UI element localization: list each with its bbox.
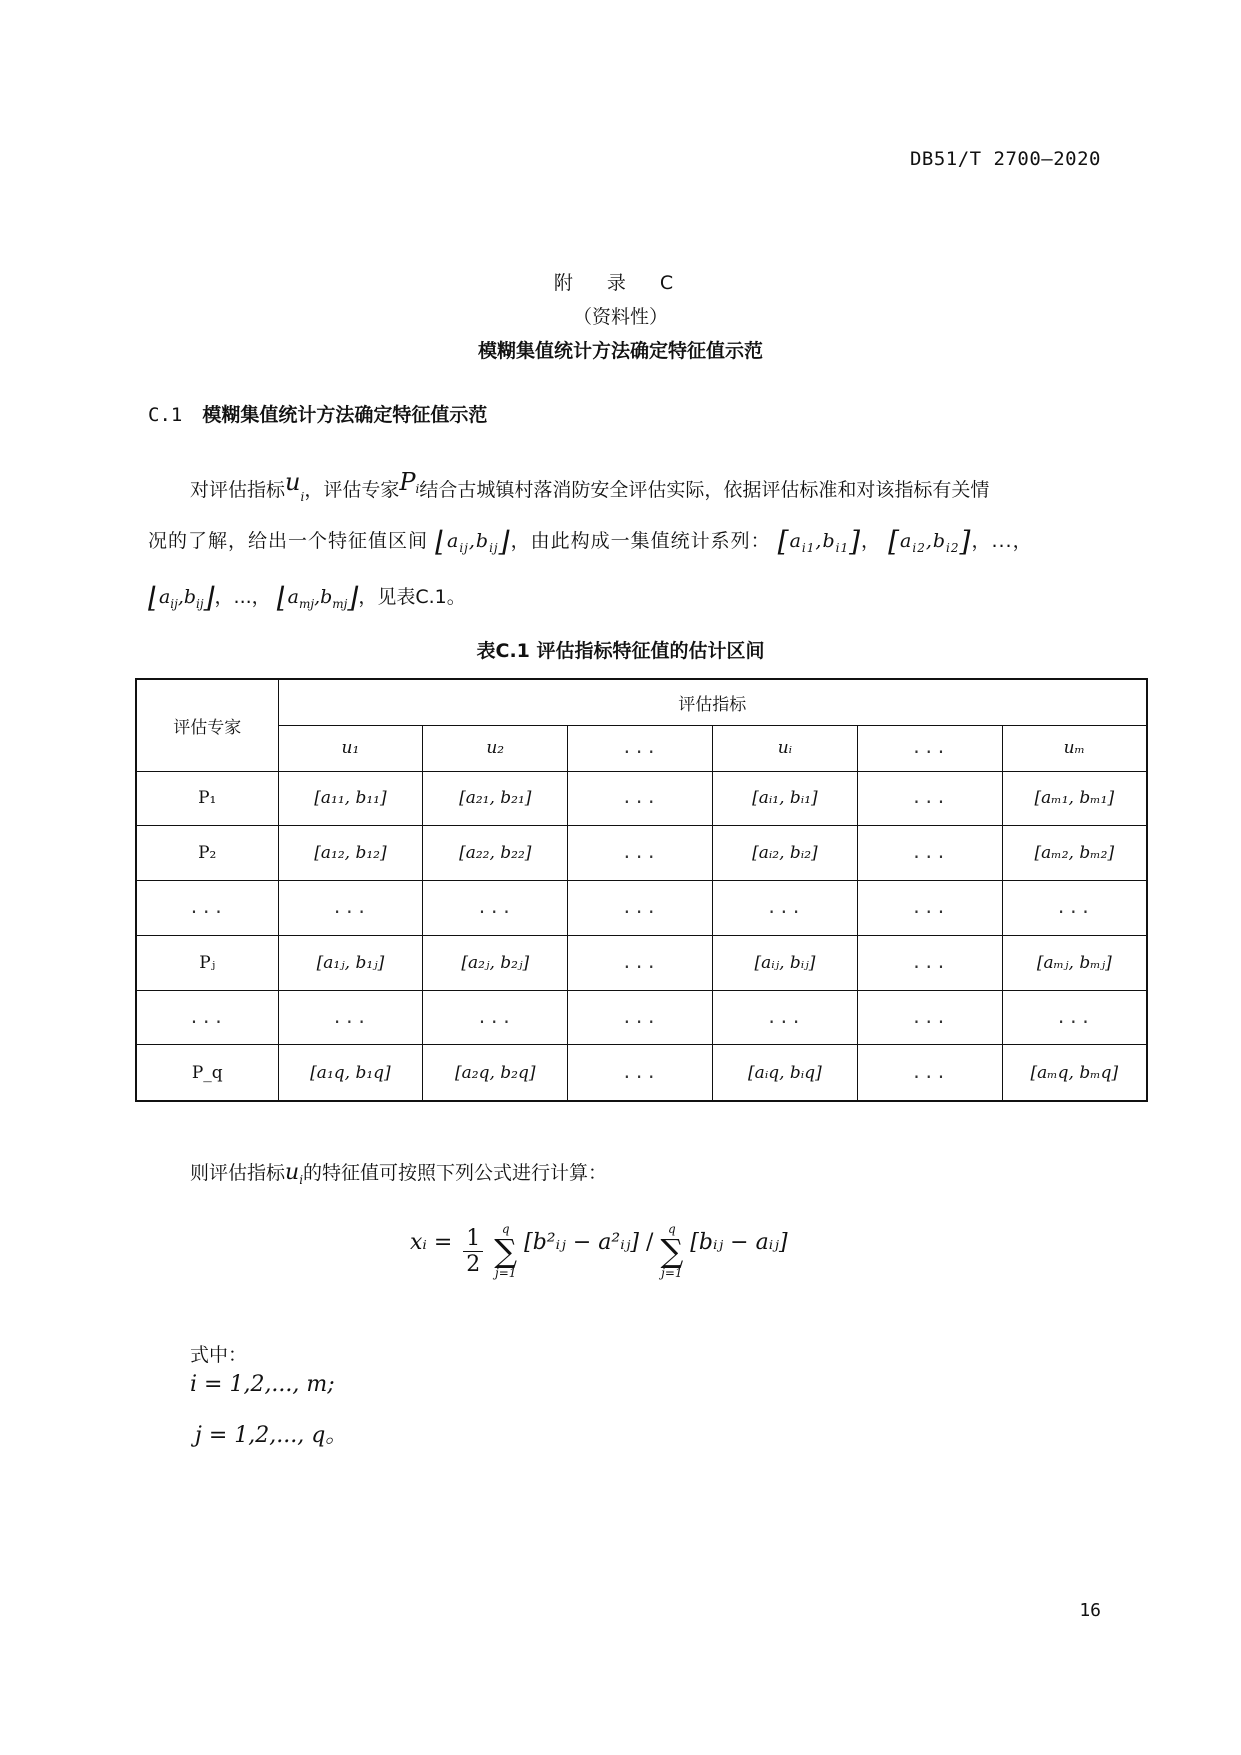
table-cell: ...: [568, 1045, 713, 1101]
page-number: 16: [1079, 1600, 1101, 1621]
table-cell: [aₘq, bₘq]: [1002, 1045, 1147, 1101]
table-row: [136, 771, 1147, 826]
col-header: ...: [568, 725, 713, 771]
section-heading: [148, 400, 487, 427]
col-header: uᵢ: [712, 725, 857, 771]
after-table-sentence: 则评估指标$u_i$的特征值可按照下列公式进行计算：: [190, 1160, 608, 1187]
table-cell: [a₁q, b₁q]: [278, 1045, 423, 1101]
table-cell: ...: [568, 881, 713, 936]
table-row: [136, 881, 1147, 936]
row-label: ...: [136, 990, 278, 1045]
var-u: u: [285, 468, 301, 496]
table-cell: [a₁ⱼ, b₁ⱼ]: [278, 935, 423, 990]
table-row: [136, 935, 1147, 990]
table-cell: ...: [568, 935, 713, 990]
interval-aij-bij: $⌊a_{ij},b_{ij}⌋$: [435, 525, 511, 558]
table-cell: ...: [857, 881, 1002, 936]
col-header: u₂: [423, 725, 568, 771]
table-cell: [aᵢ₂, bᵢ₂]: [712, 826, 857, 881]
table-cell: [aₘⱼ, bₘⱼ]: [1002, 935, 1147, 990]
table-cell: ...: [1002, 990, 1147, 1045]
row-label: P₂: [136, 826, 278, 881]
appendix-title: 附 录 C: [553, 272, 688, 294]
table-cell: [a₁₂, b₁₂]: [278, 826, 423, 881]
table-cell: ...: [857, 826, 1002, 881]
formula-term-1: [b²ᵢⱼ − a²ᵢⱼ]: [524, 1230, 640, 1255]
col-header: uₘ: [1002, 725, 1147, 771]
table-cell: [aₘ₁, bₘ₁]: [1002, 771, 1147, 826]
table-cell: ...: [568, 990, 713, 1045]
formula-term-2: [bᵢⱼ − aᵢⱼ]: [690, 1230, 788, 1255]
table-cell: ...: [857, 771, 1002, 826]
column-header-row: [136, 725, 1147, 771]
table-cell: [aᵢⱼ, bᵢⱼ]: [712, 935, 857, 990]
table-row: [136, 1045, 1147, 1101]
expert-header: 评估专家: [136, 679, 278, 771]
paragraph-line-2: 况的了解，给出一个特征值区间 $⌊a_{ij},b_{ij}⌋$，由此构成一集值统计系列： $[a_{i1},b_{i1}]$， $[a_{i2},b_{i2}]$，...，: [148, 525, 1033, 558]
row-label: P_q: [136, 1045, 278, 1101]
interval-aij-bij-2: $⌊a_{ij},b_{ij}⌋$: [148, 581, 215, 614]
interval-ai2-bi2: $[a_{i2},b_{i2}]$: [888, 525, 972, 558]
where-label: 式中：: [190, 1344, 248, 1366]
table-cell: ...: [712, 881, 857, 936]
table-cell: ...: [423, 881, 568, 936]
indicator-header: 评估指标: [278, 679, 1147, 725]
table-cell: ...: [712, 990, 857, 1045]
table-cell: ...: [1002, 881, 1147, 936]
table-cell: [a₂ⱼ, b₂ⱼ]: [423, 935, 568, 990]
table-cell: [a₂₁, b₂₁]: [423, 771, 568, 826]
col-header: ...: [857, 725, 1002, 771]
table-cell: [a₂q, b₂q]: [423, 1045, 568, 1101]
table-cell: [a₂₂, b₂₂]: [423, 826, 568, 881]
col-header: u₁: [278, 725, 423, 771]
appendix-name: 模糊集值统计方法确定特征值示范: [477, 340, 763, 362]
where-i-range: i = 1,2,..., m;: [190, 1372, 335, 1397]
row-label: ...: [136, 881, 278, 936]
section-title: 模糊集值统计方法确定特征值示范: [202, 404, 488, 426]
section-number: C.1: [148, 404, 183, 426]
table-cell: [aᵢq, bᵢq]: [712, 1045, 857, 1101]
appendix-nature: （资料性）: [572, 306, 668, 328]
interval-ai1-bi1: $[a_{i1},b_{i1}]$: [777, 525, 862, 558]
row-label: P₁: [136, 771, 278, 826]
formula-lhs: xᵢ =: [410, 1230, 453, 1255]
row-label: Pⱼ: [136, 935, 278, 990]
table-cell: [aₘ₂, bₘ₂]: [1002, 826, 1147, 881]
paragraph-line-1: 对评估指标$u_i$，评估专家$P^i$结合古城镇村落消防安全评估实际，依据评估标准和对该指标有关情: [190, 468, 990, 504]
paragraph-line-3: $⌊a_{ij},b_{ij}⌋$，...， $⌊a_{mj},b_{mj}⌋$，见表C.1。: [148, 581, 466, 614]
table-cell: [aᵢ₁, bᵢ₁]: [712, 771, 857, 826]
table-cell: ...: [857, 935, 1002, 990]
formula-fraction: $\frac{1}{2}$: [463, 1226, 483, 1277]
sum-1: q ∑ j=1: [494, 1222, 518, 1280]
table-caption: 表C.1 评估指标特征值的估计区间: [476, 640, 765, 662]
estimation-interval-table: [135, 678, 1148, 1102]
interval-amj-bmj: $⌊a_{mj},b_{mj}⌋$: [276, 581, 359, 614]
table-row: [136, 826, 1147, 881]
table-cell: ...: [278, 990, 423, 1045]
table-cell: ...: [857, 1045, 1002, 1101]
var-p: P: [399, 468, 416, 496]
table-cell: ...: [568, 826, 713, 881]
where-j-range: j = 1,2,..., q。: [195, 1423, 348, 1448]
table-cell: ...: [423, 990, 568, 1045]
document-code: DB51/T 2700—2020: [909, 148, 1101, 170]
sum-2: q ∑ j=1: [660, 1222, 684, 1280]
table-cell: ...: [857, 990, 1002, 1045]
characteristic-value-formula: xᵢ = $\frac{1}{2}$ q ∑ j=1 [b²ᵢⱼ − a²ᵢⱼ] / q ∑ j=1 [bᵢⱼ − aᵢⱼ]: [410, 1222, 788, 1280]
table-row: [136, 990, 1147, 1045]
table-cell: [a₁₁, b₁₁]: [278, 771, 423, 826]
table-cell: ...: [568, 771, 713, 826]
table-cell: ...: [278, 881, 423, 936]
